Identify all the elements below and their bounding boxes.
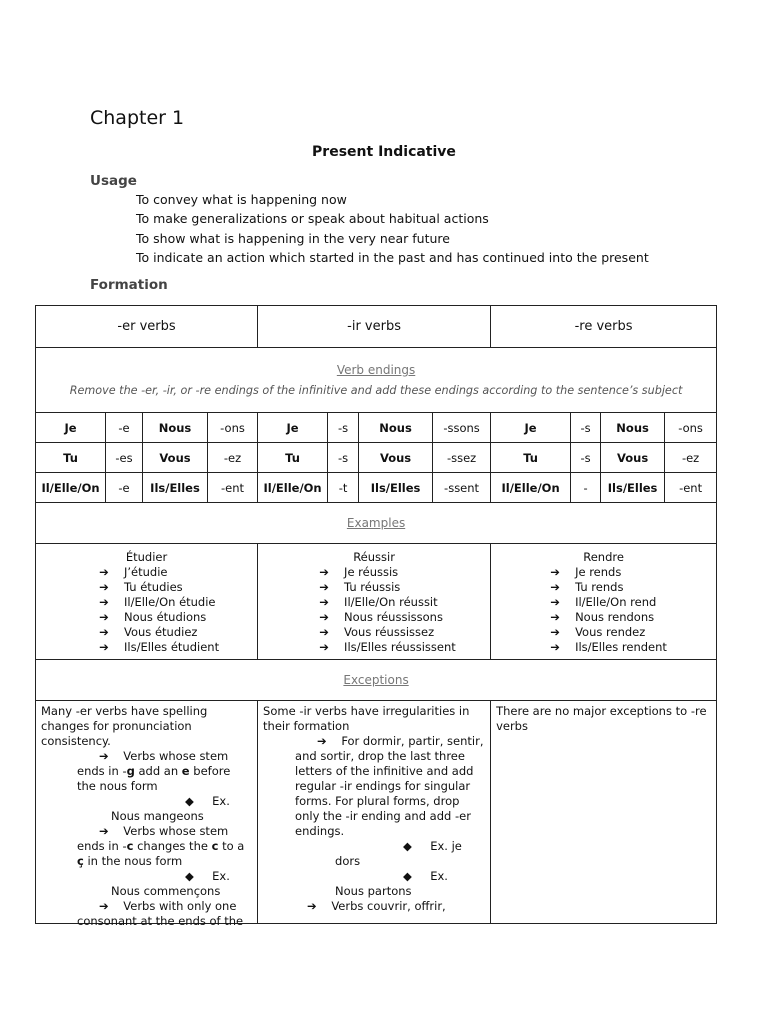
rule-letter: ç	[77, 854, 84, 868]
list-item	[491, 595, 716, 610]
rule-text: Verbs with only one consonant at the ends of the	[77, 899, 244, 928]
example-form: Tu réussis	[344, 580, 401, 594]
exception-rule	[263, 734, 485, 839]
table-cell: Ils/Elles	[359, 473, 433, 503]
list-item	[491, 625, 716, 640]
usage-heading: Usage	[90, 173, 137, 189]
table-cell: -ent	[208, 473, 258, 503]
exceptions-section	[36, 660, 717, 701]
arrow-icon: ➔	[99, 580, 109, 594]
table-cell: -ez	[665, 443, 717, 473]
usage-item: To convey what is happening now	[136, 192, 347, 207]
list-item	[36, 640, 257, 655]
arrow-icon: ➔	[319, 640, 329, 654]
list-item	[258, 580, 490, 595]
diamond-icon: ◆	[185, 794, 194, 808]
table-cell: -s	[571, 443, 601, 473]
table-cell: Tu	[36, 443, 106, 473]
arrow-icon: ➔	[317, 734, 327, 748]
list-item	[491, 640, 716, 655]
arrow-icon: ➔	[319, 595, 329, 609]
header-re-verbs: -re verbs	[491, 306, 717, 348]
table-cell: Nous	[143, 413, 208, 443]
examples-section	[36, 503, 717, 544]
example-form: Ils/Elles étudient	[124, 640, 220, 654]
arrow-icon: ➔	[99, 899, 109, 913]
example-label: ◆ Ex.	[185, 869, 230, 883]
arrow-icon: ➔	[319, 565, 329, 579]
list-item	[258, 625, 490, 640]
examples-re	[491, 544, 717, 660]
table-cell: -e	[106, 473, 143, 503]
table-cell: Je	[258, 413, 328, 443]
rule-text: before the nous form	[77, 764, 231, 793]
example-form: Il/Elle/On étudie	[124, 595, 216, 609]
list-item	[36, 565, 257, 580]
exceptions-title: Exceptions	[343, 673, 409, 687]
arrow-icon: ➔	[550, 580, 560, 594]
table-cell: Je	[491, 413, 571, 443]
endings-row	[36, 473, 717, 503]
example-form: Je rends	[575, 565, 622, 579]
rule-text: For dormir, partir, sentir, and sortir, drop the last three letters of the infinitive and add regular -ir endings for singular forms. For plural forms, drop only the -ir ending and add -er endings.	[295, 734, 484, 838]
example-form: Nous rendons	[575, 610, 655, 624]
arrow-icon: ➔	[307, 899, 317, 913]
example-verb: Rendre	[583, 550, 624, 564]
table-cell: Tu	[491, 443, 571, 473]
header-er-verbs: -er verbs	[36, 306, 258, 348]
table-cell: -	[571, 473, 601, 503]
exception-intro: There are no major exceptions to -re verbs	[496, 704, 707, 733]
table-cell: -t	[328, 473, 359, 503]
rule-text: add an	[134, 764, 182, 778]
rule-text: Verbs whose stem ends in -	[77, 824, 229, 853]
arrow-icon: ➔	[99, 610, 109, 624]
exception-intro: Some -ir verbs have irregularities in their formation	[263, 704, 470, 733]
example-form: Nous réussissons	[344, 610, 443, 624]
example-form: Ils/Elles rendent	[575, 640, 667, 654]
example-verb: Étudier	[125, 550, 168, 564]
example-form: Vous rendez	[575, 625, 646, 639]
example-form: Ils/Elles réussissent	[344, 640, 456, 654]
examples-er	[36, 544, 258, 660]
rule-letter: e	[181, 764, 190, 778]
table-cell: Il/Elle/On	[36, 473, 106, 503]
rule-text: in the nous form	[83, 854, 183, 868]
diamond-icon: ◆	[403, 839, 412, 853]
example-label: ◆ Ex.	[185, 794, 230, 808]
example-label: ◆ Ex.	[403, 869, 448, 883]
usage-list	[136, 190, 649, 268]
rule-letter: c	[126, 839, 134, 853]
table-cell: Vous	[143, 443, 208, 473]
exceptions-ir	[258, 701, 491, 924]
example-text: Nous mangeons	[111, 809, 204, 823]
table-cell: -ons	[665, 413, 717, 443]
table-cell: -ons	[208, 413, 258, 443]
example-form: Tu étudies	[124, 580, 183, 594]
exception-intro: Many -er verbs have spelling changes for pronunciation consistency.	[41, 704, 208, 748]
list-item	[258, 610, 490, 625]
arrow-icon: ➔	[550, 595, 560, 609]
arrow-icon: ➔	[319, 625, 329, 639]
exception-rule	[41, 824, 252, 869]
examples-title: Examples	[346, 516, 406, 530]
table-cell: Ils/Elles	[601, 473, 665, 503]
diamond-icon: ◆	[403, 869, 412, 883]
example-form: Vous étudiez	[124, 625, 198, 639]
exception-rule	[41, 899, 252, 929]
table-cell: -ent	[665, 473, 717, 503]
list-item	[36, 580, 257, 595]
table-cell: Tu	[258, 443, 328, 473]
table-cell: Il/Elle/On	[258, 473, 328, 503]
endings-row	[36, 443, 717, 473]
list-item	[258, 595, 490, 610]
rule-text: changes the	[133, 839, 212, 853]
arrow-icon: ➔	[550, 640, 560, 654]
usage-item: To indicate an action which started in the past and has continued into the present	[136, 250, 649, 266]
arrow-icon: ➔	[99, 565, 109, 579]
usage-item: To show what is happening in the very near future	[136, 230, 450, 246]
table-cell: -es	[106, 443, 143, 473]
arrow-icon: ➔	[550, 565, 560, 579]
arrow-icon: ➔	[99, 595, 109, 609]
list-item	[36, 610, 257, 625]
example-form: J’étudie	[124, 565, 168, 579]
table-cell: Je	[36, 413, 106, 443]
table-cell: Ils/Elles	[143, 473, 208, 503]
rule-text: Verbs couvrir, offrir,	[331, 899, 446, 913]
example-form: Vous réussissez	[344, 625, 435, 639]
table-cell: -s	[571, 413, 601, 443]
exceptions-re	[491, 701, 717, 924]
table-cell: Vous	[359, 443, 433, 473]
diamond-icon: ◆	[185, 869, 194, 883]
table-cell: -s	[328, 413, 359, 443]
list-item	[491, 610, 716, 625]
table-cell: -e	[106, 413, 143, 443]
formation-heading: Formation	[90, 277, 168, 293]
table-cell: Il/Elle/On	[491, 473, 571, 503]
list-item	[36, 595, 257, 610]
rule-text: to a	[218, 839, 245, 853]
table-cell: Vous	[601, 443, 665, 473]
table-cell: Nous	[359, 413, 433, 443]
list-item	[491, 565, 716, 580]
rule-text: Verbs whose stem ends in -	[77, 749, 229, 778]
example-label: ◆ Ex. je	[403, 839, 462, 853]
example-form: Nous étudions	[124, 610, 207, 624]
chapter-heading: Chapter 1	[90, 107, 185, 129]
header-ir-verbs: -ir verbs	[258, 306, 491, 348]
example-text: Nous partons	[335, 884, 412, 898]
example-text: Nous commençons	[111, 884, 221, 898]
example-form: Il/Elle/On réussit	[344, 595, 438, 609]
list-item	[258, 640, 490, 655]
arrow-icon: ➔	[99, 824, 109, 838]
arrow-icon: ➔	[99, 749, 109, 763]
list-item	[491, 580, 716, 595]
table-cell: -s	[328, 443, 359, 473]
arrow-icon: ➔	[550, 610, 560, 624]
example-text: dors	[335, 854, 361, 868]
arrow-icon: ➔	[99, 625, 109, 639]
example-form: Je réussis	[344, 565, 399, 579]
usage-item: To make generalizations or speak about habitual actions	[136, 211, 489, 227]
endings-row	[36, 413, 717, 443]
arrow-icon: ➔	[550, 625, 560, 639]
rule-letter: g	[126, 764, 135, 778]
endings-title: Verb endings	[336, 363, 416, 377]
arrow-icon: ➔	[319, 580, 329, 594]
exception-rule	[263, 899, 485, 914]
example-form: Tu rends	[575, 580, 624, 594]
exceptions-er	[36, 701, 258, 928]
example-form: Il/Elle/On rend	[575, 595, 657, 609]
exception-rule	[41, 749, 252, 794]
table-cell: Nous	[601, 413, 665, 443]
endings-note: Remove the -er, -ir, or -re endings of the infinitive and add these endings according to the sentence’s subject	[69, 384, 683, 397]
page-title: Present Indicative	[312, 144, 456, 160]
table-cell: -ssent	[433, 473, 491, 503]
list-item	[36, 625, 257, 640]
formation-table	[35, 305, 717, 928]
table-cell: -ssez	[433, 443, 491, 473]
table-cell: -ssons	[433, 413, 491, 443]
example-verb: Réussir	[353, 550, 395, 564]
table-cell: -ez	[208, 443, 258, 473]
list-item	[258, 565, 490, 580]
rule-letter: c	[211, 839, 219, 853]
endings-section	[36, 348, 717, 413]
arrow-icon: ➔	[319, 610, 329, 624]
arrow-icon: ➔	[99, 640, 109, 654]
examples-ir	[258, 544, 491, 660]
